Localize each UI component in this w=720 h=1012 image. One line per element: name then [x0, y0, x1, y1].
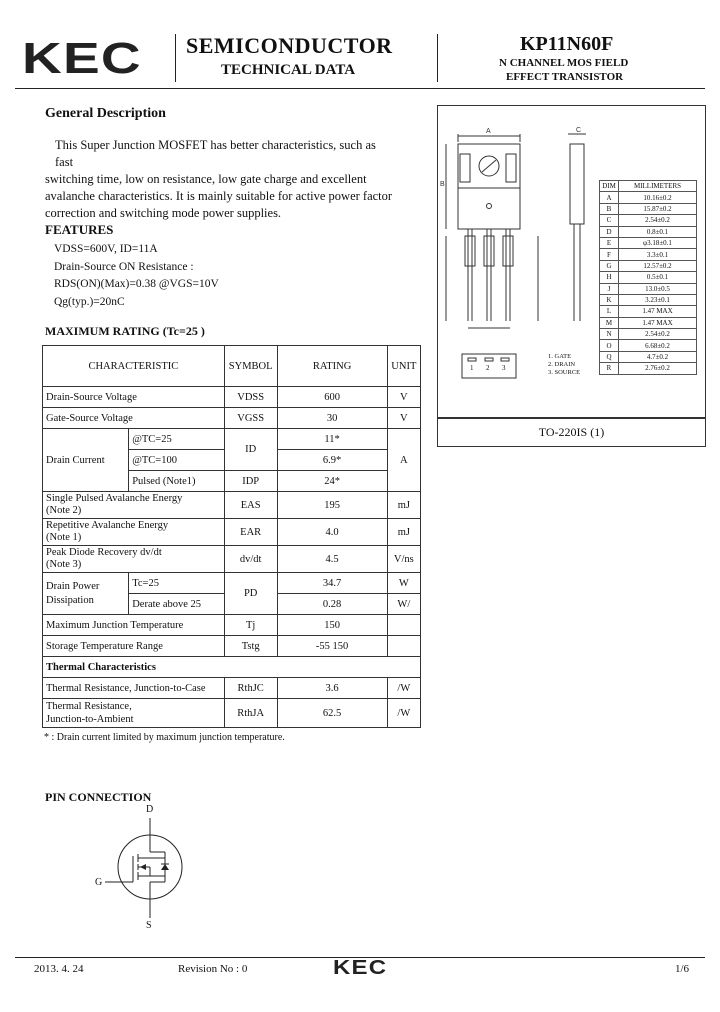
row-sym: VGSS	[224, 408, 277, 429]
row-sym: Tstg	[224, 636, 277, 657]
dim-value: 6.68±0.2	[619, 340, 697, 351]
table-row	[43, 387, 421, 408]
pin-label-gate: G	[95, 877, 103, 888]
general-line-3: avalanche characteristics. It is mainly suitable for active power factor	[45, 189, 393, 203]
svg-text:C: C	[576, 127, 582, 134]
dim-value: 3.23±0.1	[619, 294, 697, 305]
row-sub: Tc=25	[129, 573, 225, 594]
dim-row	[600, 363, 697, 374]
dim-label: L	[600, 306, 619, 317]
row-rating: 4.0	[277, 519, 387, 546]
row-unit: V	[387, 408, 420, 429]
table-row	[43, 636, 421, 657]
dim-label: C	[600, 215, 619, 226]
dim-value: 12.57±0.2	[619, 260, 697, 271]
row-unit: V/ns	[387, 546, 420, 573]
dim-value: 10.16±0.2	[619, 192, 697, 203]
pin-legend-gate: 1. GATE	[548, 353, 572, 360]
row-rating: 3.6	[277, 678, 387, 699]
feature-qg: Qg(typ.)=20nC	[54, 295, 125, 308]
dim-row	[600, 272, 697, 283]
pin-legend-source: 3. SOURCE	[548, 369, 581, 376]
header-characteristic: CHARACTERISTIC	[43, 346, 225, 387]
pin-number-3: 3	[502, 364, 506, 372]
pin-legend	[548, 353, 580, 377]
dim-header: MILLIMETERS	[619, 181, 697, 192]
dim-label: G	[600, 260, 619, 271]
footnote: * : Drain current limited by maximum junction temperature.	[44, 732, 285, 743]
table-header-row	[43, 346, 421, 387]
dim-row	[600, 203, 697, 214]
package-drawing-box	[437, 105, 706, 419]
dim-row	[600, 226, 697, 237]
device-type-line2: EFFECT TRANSISTOR	[506, 71, 624, 83]
dim-value: 2.54±0.2	[619, 329, 697, 340]
general-line-4: correction and switching mode power supplies.	[45, 206, 282, 220]
package-outline-drawing	[438, 106, 598, 386]
row-rating: 150	[277, 615, 387, 636]
row-unit: mJ	[387, 519, 420, 546]
row-sym: EAS	[224, 492, 277, 519]
feature-rds-label: Drain-Source ON Resistance :	[54, 260, 194, 273]
features-list	[54, 241, 219, 311]
general-line-2: switching time, low on resistance, low gate charge and excellent	[45, 172, 367, 186]
table-row	[43, 699, 421, 728]
dim-label: J	[600, 283, 619, 294]
general-description-title: General Description	[45, 106, 166, 121]
dim-label: N	[600, 329, 619, 340]
pin-number-1: 1	[470, 364, 474, 372]
thermal-title: Thermal Characteristics	[43, 657, 421, 678]
dim-row	[600, 260, 697, 271]
row-unit: A	[387, 429, 420, 492]
dim-value: 1.47 MAX	[619, 317, 697, 328]
row-sym: ID	[224, 429, 277, 471]
row-unit: /W	[387, 678, 420, 699]
pin-connection-title: PIN CONNECTION	[45, 790, 152, 804]
dim-row	[600, 340, 697, 351]
features-title: FEATURES	[45, 222, 114, 237]
row-rating: 195	[277, 492, 387, 519]
table-row	[43, 492, 421, 519]
dim-value: 0.8±0.1	[619, 226, 697, 237]
pin-label-drain: D	[146, 804, 154, 815]
max-rating-table	[42, 345, 421, 728]
dim-label: M	[600, 317, 619, 328]
row-char: Maximum Junction Temperature	[43, 615, 225, 636]
table-row	[43, 615, 421, 636]
dim-row	[600, 283, 697, 294]
row-char-main: Single Pulsed Avalanche Energy	[46, 493, 183, 504]
thermal-title-row	[43, 657, 421, 678]
max-rating-title: MAXIMUM RATING (Tc=25 )	[45, 324, 205, 338]
row-rating: 600	[277, 387, 387, 408]
dim-row	[600, 215, 697, 226]
row-char-main: Repetitive Avalanche Energy	[46, 520, 169, 531]
dim-row	[600, 237, 697, 248]
table-row	[43, 429, 421, 450]
row-sym: PD	[224, 573, 277, 615]
general-description-body	[45, 137, 395, 222]
dimension-table	[599, 180, 697, 375]
row-sym: VDSS	[224, 387, 277, 408]
dim-row	[600, 192, 697, 203]
header-unit: UNIT	[387, 346, 420, 387]
table-row	[43, 519, 421, 546]
dim-value: 13.0±0.5	[619, 283, 697, 294]
row-unit	[387, 615, 420, 636]
row-sub: Derate above 25	[129, 594, 225, 615]
row-rating: 4.5	[277, 546, 387, 573]
header-divider-left	[175, 34, 176, 82]
row-char-sub: Dissipation	[46, 594, 94, 606]
dim-row	[600, 306, 697, 317]
feature-rds: RDS(ON)(Max)=0.38 @VGS=10V	[54, 278, 219, 290]
row-rating: 11*	[277, 429, 387, 450]
dim-value: 4.7±0.2	[619, 351, 697, 362]
general-line-1: This Super Junction MOSFET has better characteristics, such as fast	[55, 138, 376, 169]
table-row	[43, 546, 421, 573]
dim-label: K	[600, 294, 619, 305]
row-char-sub: Junction-to-Ambient	[46, 714, 134, 725]
row-char: Thermal Resistance, Junction-to-Case	[43, 678, 225, 699]
dim-row	[600, 329, 697, 340]
header-bottom-rule	[15, 88, 705, 89]
pin-legend-drain: 2. DRAIN	[548, 361, 576, 368]
row-sym: RthJA	[224, 699, 277, 728]
svg-text:A: A	[486, 128, 491, 135]
dim-row	[600, 317, 697, 328]
footer-revision: Revision No : 0	[178, 963, 248, 975]
dim-label: Q	[600, 351, 619, 362]
svg-text:B: B	[440, 181, 445, 188]
dim-row	[600, 294, 697, 305]
row-rating: -55 150	[277, 636, 387, 657]
dim-value: 3.3±0.1	[619, 249, 697, 260]
row-char: Drain Current	[43, 429, 129, 492]
row-sym: dv/dt	[224, 546, 277, 573]
part-number: KP11N60F	[520, 33, 614, 55]
dim-label: B	[600, 203, 619, 214]
table-row	[43, 573, 421, 594]
row-char	[43, 573, 129, 615]
dim-value: 2.76±0.2	[619, 363, 697, 374]
row-char	[43, 546, 225, 573]
row-rating: 30	[277, 408, 387, 429]
dim-label: R	[600, 363, 619, 374]
company-name: SEMICONDUCTOR	[186, 33, 393, 58]
row-rating: 6.9*	[277, 450, 387, 471]
mosfet-schematic-icon	[95, 810, 205, 935]
row-unit: mJ	[387, 492, 420, 519]
row-sub: Pulsed (Note1)	[129, 471, 225, 492]
dim-value: 15.87±0.2	[619, 203, 697, 214]
row-sym: RthJC	[224, 678, 277, 699]
row-char: Gate-Source Voltage	[43, 408, 225, 429]
header-rating: RATING	[277, 346, 387, 387]
row-sub: @TC=100	[129, 450, 225, 471]
dim-value: 1.47 MAX	[619, 306, 697, 317]
row-char-note: (Note 2)	[46, 505, 82, 516]
row-char	[43, 699, 225, 728]
table-row	[43, 408, 421, 429]
dim-label: O	[600, 340, 619, 351]
footer-page-number: 1/6	[675, 963, 690, 975]
dim-label: A	[600, 192, 619, 203]
row-rating: 24*	[277, 471, 387, 492]
row-rating: 0.28	[277, 594, 387, 615]
row-unit: W	[387, 573, 420, 594]
row-char-note: (Note 3)	[46, 559, 82, 570]
row-char: Storage Temperature Range	[43, 636, 225, 657]
dim-value: 0.5±0.1	[619, 272, 697, 283]
dim-row	[600, 351, 697, 362]
row-char-main: Drain Power	[46, 580, 100, 592]
row-unit: V	[387, 387, 420, 408]
dim-label: F	[600, 249, 619, 260]
table-row	[43, 678, 421, 699]
row-rating: 34.7	[277, 573, 387, 594]
dim-label: D	[600, 226, 619, 237]
pin-number-2: 2	[486, 364, 490, 372]
footer-date: 2013. 4. 24	[34, 963, 84, 975]
row-char-note: (Note 1)	[46, 532, 82, 543]
row-unit: W/	[387, 594, 420, 615]
pin-label-source: S	[146, 920, 152, 931]
dim-label: E	[600, 237, 619, 248]
row-char	[43, 492, 225, 519]
dim-value: φ3.18±0.1	[619, 237, 697, 248]
dim-header: DIM	[600, 181, 619, 192]
row-sub: @TC=25	[129, 429, 225, 450]
device-type-line1: N CHANNEL MOS FIELD	[499, 57, 629, 69]
dim-value: 2.54±0.2	[619, 215, 697, 226]
row-char-main: Peak Diode Recovery dv/dt	[46, 547, 162, 558]
feature-vdss: VDSS=600V, ID=11A	[54, 243, 158, 255]
row-unit	[387, 636, 420, 657]
row-unit: /W	[387, 699, 420, 728]
row-char: Drain-Source Voltage	[43, 387, 225, 408]
mosfet-symbol	[95, 804, 205, 935]
row-sym: EAR	[224, 519, 277, 546]
dim-header-row	[600, 181, 697, 192]
dim-row	[600, 249, 697, 260]
row-rating: 62.5	[277, 699, 387, 728]
row-sym: Tj	[224, 615, 277, 636]
row-char	[43, 519, 225, 546]
package-name-box	[437, 417, 706, 447]
footer-kec-logo: KEC	[333, 957, 388, 979]
package-name: TO-220IS (1)	[538, 425, 605, 439]
kec-logo: KEC	[22, 34, 142, 83]
row-sym: IDP	[224, 471, 277, 492]
dim-label: H	[600, 272, 619, 283]
header-divider-right	[437, 34, 438, 82]
document-type: TECHNICAL DATA	[221, 62, 356, 78]
row-char-main: Thermal Resistance,	[46, 701, 132, 712]
header-symbol: SYMBOL	[224, 346, 277, 387]
